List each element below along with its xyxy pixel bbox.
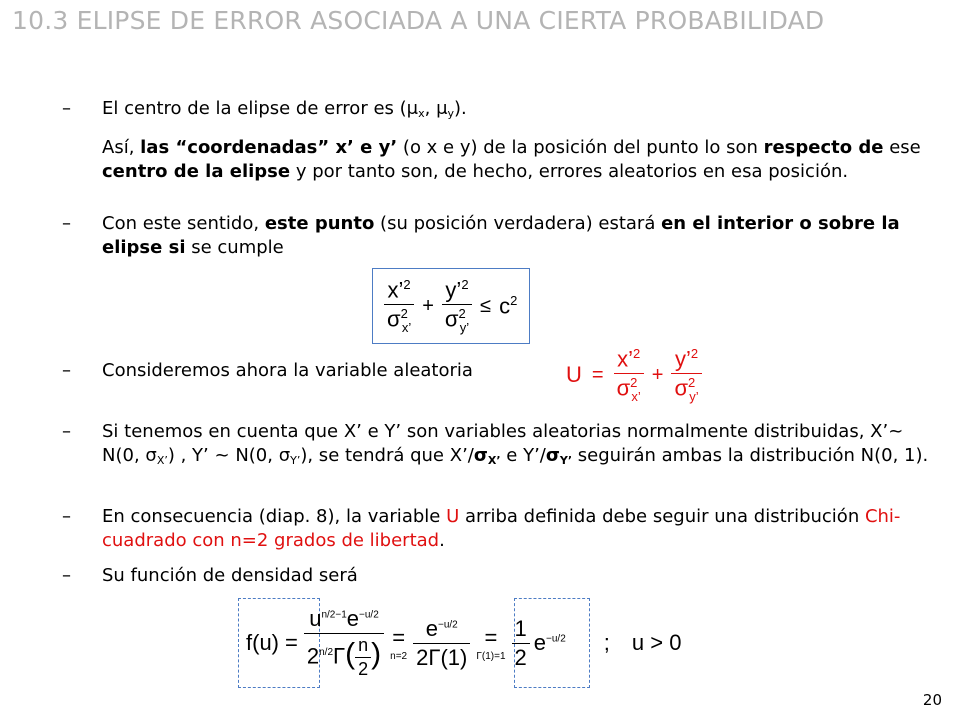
exponent-minus-u-half: −u/2 bbox=[546, 633, 566, 645]
b2-a: Con este sentido, bbox=[102, 213, 265, 234]
fraction-x bbox=[384, 277, 414, 335]
less-equal-sign: ≤ bbox=[480, 294, 492, 317]
b2-e: se cumple bbox=[185, 237, 284, 258]
one: 1 bbox=[514, 615, 527, 641]
b3-text: Consideremos ahora la variable aleatoria bbox=[102, 360, 473, 381]
sigma: σ bbox=[444, 306, 459, 332]
rhs-c-squared bbox=[499, 293, 517, 319]
exponent-n-half: n/2 bbox=[319, 646, 334, 658]
n-letter: n bbox=[358, 635, 369, 655]
sigma-bold: σ bbox=[545, 445, 560, 466]
b4-d: N(0, bbox=[229, 445, 279, 466]
exponent-n-half-minus-1: n/2−1 bbox=[321, 609, 347, 621]
b2-bold-punto: este punto bbox=[264, 213, 375, 234]
sub-y-prime: Y’ bbox=[559, 454, 573, 467]
two-gamma-one: 2Γ(1) bbox=[413, 643, 470, 671]
bullet-dash: – bbox=[62, 213, 71, 234]
bullet-5 bbox=[62, 505, 942, 553]
fraction-y bbox=[671, 346, 701, 404]
fraction-x bbox=[614, 346, 644, 404]
sigma: σ bbox=[278, 445, 291, 466]
b4-c: ) , Y’ bbox=[167, 445, 215, 466]
bullet-dash: – bbox=[62, 565, 71, 586]
b4-b: N(0, bbox=[102, 445, 146, 466]
square: 2 bbox=[510, 292, 518, 308]
bullet-3 bbox=[62, 359, 942, 383]
equals-sign: = bbox=[392, 624, 406, 650]
b4-f: e Y’/ bbox=[500, 445, 546, 466]
b1-p2-bold-coords: las “coordenadas” x’ e y’ bbox=[140, 137, 398, 158]
equals-n2 bbox=[390, 625, 407, 662]
bullet-dash: – bbox=[62, 506, 71, 527]
sigma: σ bbox=[674, 375, 689, 401]
slide-title: 10.3 ELIPSE DE ERROR ASOCIADA A UNA CIERTA PROBABILIDAD bbox=[12, 6, 825, 35]
square: 2 bbox=[630, 375, 638, 391]
e-letter: e bbox=[533, 630, 547, 655]
b5-c: arriba definida debe seguir una distribución bbox=[459, 506, 865, 527]
b1-p2-g: y por tanto son, de hecho, errores aleatorios en esa posición. bbox=[290, 161, 849, 182]
sub-y-prime: Y’ bbox=[290, 454, 301, 467]
bullet-dash: – bbox=[62, 421, 71, 442]
b1-p2-e: ese bbox=[883, 137, 921, 158]
two: 2 bbox=[306, 643, 320, 669]
x-prime: x’ bbox=[387, 277, 404, 303]
mu-symbol: μ bbox=[436, 98, 448, 119]
bullet-4 bbox=[62, 420, 942, 473]
square: 2 bbox=[400, 306, 408, 322]
square: 2 bbox=[633, 345, 641, 361]
fraction-one-half bbox=[512, 616, 530, 671]
ellipse-inequality bbox=[384, 275, 517, 337]
sub-y: y bbox=[447, 107, 455, 120]
comma: , bbox=[424, 98, 437, 119]
gamma: Γ bbox=[333, 643, 346, 669]
bullet-6 bbox=[62, 564, 942, 588]
b4-a: Si tenemos en cuenta que X’ e Y’ son variables aleatorias normalmente distribuidas, X’ bbox=[102, 421, 889, 442]
fraction-y bbox=[442, 277, 472, 335]
b5-e: . bbox=[439, 530, 445, 551]
b4-e: ), se tendrá que X’/ bbox=[300, 445, 474, 466]
sub-y-prime: y’ bbox=[689, 389, 699, 405]
b5-a: En consecuencia (diap. 8), la variable bbox=[102, 506, 447, 527]
b4-g: seguirán ambas la distribución N(0, 1). bbox=[572, 445, 929, 466]
bullet-dash: – bbox=[62, 360, 71, 381]
b1-p2-c: (o x e y) de la posición del punto lo son bbox=[397, 137, 764, 158]
two: 2 bbox=[355, 657, 371, 680]
mu-symbol: μ bbox=[406, 98, 419, 119]
y-prime: y’ bbox=[445, 277, 462, 303]
x-prime: x’ bbox=[617, 346, 633, 372]
b2-c: (su posición verdadera) estará bbox=[374, 213, 662, 234]
plus-sign: + bbox=[651, 363, 664, 386]
u-definition bbox=[566, 343, 702, 407]
u-letter: u bbox=[309, 606, 322, 631]
square: 2 bbox=[403, 276, 411, 292]
two: 2 bbox=[512, 643, 530, 671]
plus-sign: + bbox=[422, 294, 434, 317]
domain-condition: u > 0 bbox=[631, 630, 682, 655]
fraction-general: $u^{n/2-1}e^{-u/2}$ $2^{n/2}\Gamma$( $\frac{n}{2}$ ) bbox=[304, 606, 384, 680]
b1-p2-bold-respecto: respecto de bbox=[763, 137, 884, 158]
b1-p2-bold-centro: centro de la elipse bbox=[102, 161, 291, 182]
sigma: σ bbox=[145, 445, 157, 466]
exponent-minus-u-half: −u/2 bbox=[438, 619, 458, 631]
sub-x-prime: X’ bbox=[487, 454, 501, 467]
b6-text: Su función de densidad será bbox=[102, 565, 358, 586]
b5-chi-red: Chi-cuadrado con n=2 grados de libertad bbox=[102, 506, 901, 551]
exponent-minus-u-half: −u/2 bbox=[359, 609, 379, 621]
b1-text-b: ). bbox=[454, 98, 467, 119]
sub-x-prime: x’ bbox=[631, 389, 641, 405]
bullet-1-paragraph-2 bbox=[102, 136, 942, 184]
tilde: ~ bbox=[214, 445, 230, 466]
page-number: 20 bbox=[922, 691, 942, 709]
sigma-bold: σ bbox=[473, 445, 488, 466]
equals-sign: = bbox=[591, 363, 604, 386]
bullet-1 bbox=[62, 97, 942, 184]
semicolon: ; bbox=[603, 630, 610, 655]
b2-bold-interior: en el interior o sobre la elipse si bbox=[102, 213, 900, 258]
sub-x-prime: X’ bbox=[156, 454, 168, 467]
tilde: ~ bbox=[888, 421, 904, 442]
sigma: σ bbox=[616, 375, 631, 401]
condition-n-equals-2: n=2 bbox=[390, 650, 408, 662]
square: 2 bbox=[461, 276, 469, 292]
y-prime: y’ bbox=[675, 346, 691, 372]
sub-y-prime: y’ bbox=[459, 320, 470, 336]
n-over-2 bbox=[355, 635, 371, 680]
sigma: σ bbox=[387, 306, 401, 332]
fraction-n2 bbox=[413, 616, 470, 671]
equals-sign: = bbox=[484, 624, 498, 650]
square: 2 bbox=[688, 375, 696, 391]
bullet-1-line-1 bbox=[102, 97, 942, 126]
f-of-u: f(u) bbox=[246, 630, 279, 655]
b1-text-a: El centro de la elipse de error es ( bbox=[102, 98, 407, 119]
equals-sign: = bbox=[285, 630, 298, 655]
square: 2 bbox=[690, 345, 699, 361]
sub-x-prime: x’ bbox=[401, 320, 412, 336]
b1-p2-a: Así, bbox=[102, 137, 141, 158]
e-letter: e bbox=[425, 615, 438, 641]
square: 2 bbox=[458, 306, 466, 322]
equals-gamma1 bbox=[476, 625, 505, 662]
c-letter: c bbox=[499, 293, 511, 319]
b5-u-red: U bbox=[446, 506, 460, 527]
sub-x: x bbox=[418, 107, 425, 120]
e-letter: e bbox=[346, 606, 360, 631]
bullet-2 bbox=[62, 212, 942, 260]
u-variable: U bbox=[566, 362, 582, 387]
bullet-dash: – bbox=[62, 98, 71, 119]
condition-gamma-one: Γ(1)=1 bbox=[476, 650, 506, 662]
density-function bbox=[246, 600, 681, 686]
